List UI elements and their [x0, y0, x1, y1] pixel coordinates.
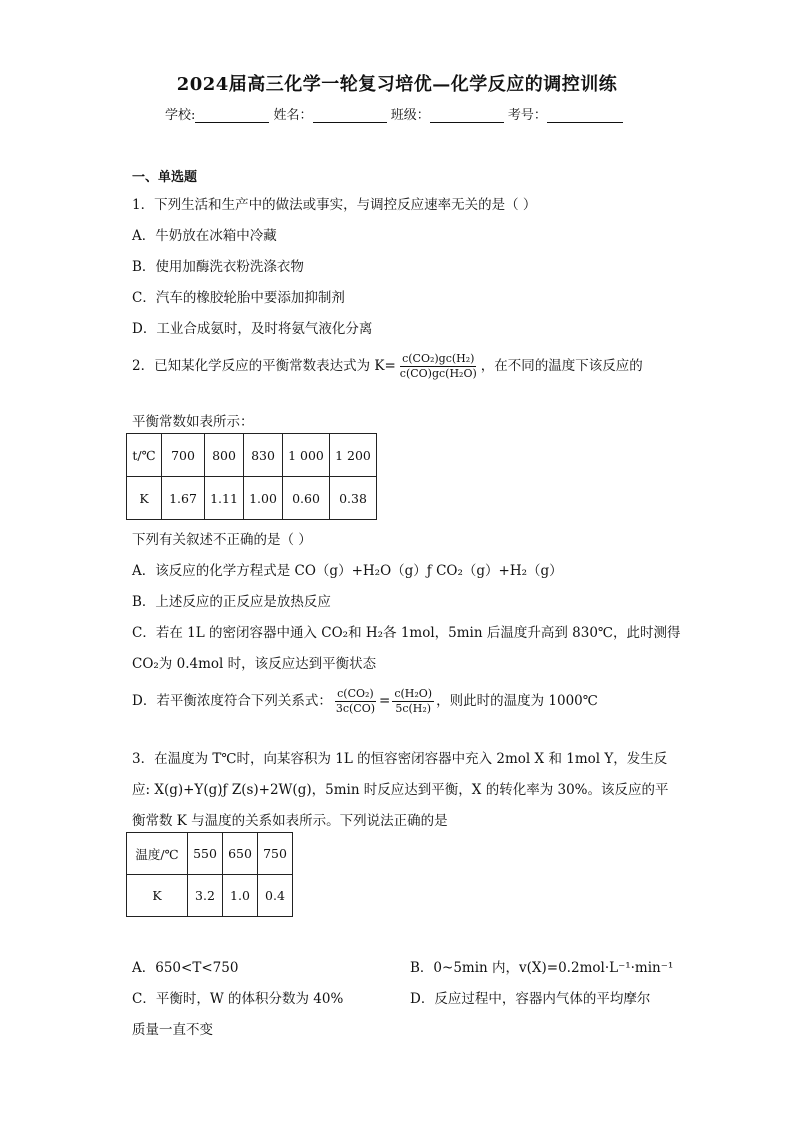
student-info-line: [165, 104, 623, 123]
q2-d-post: ，则此时的温度为 1000℃: [436, 693, 598, 709]
section-heading: 一、单选题: [132, 170, 198, 185]
class-label: 班级：: [390, 108, 430, 123]
table-cell: 0.38: [330, 477, 377, 520]
q2-ask: 下列有关叙述不正确的是（ ）: [132, 532, 312, 548]
d-fraction-1-den: 3c(CO): [335, 702, 376, 715]
q2-option-c-line1: C．若在 1L 的密闭容器中通入 CO₂和 H₂各 1mol，5min 后温度升高到 830℃，此时测得: [132, 625, 681, 641]
table-cell: 800: [205, 434, 244, 477]
name-label: 姓名：: [273, 108, 313, 123]
table-cell: K: [127, 477, 162, 520]
table-cell: 830: [244, 434, 283, 477]
q1-option-b: B．使用加酶洗衣粉洗涤衣物: [132, 259, 304, 275]
q3-option-c: C．平衡时，W 的体积分数为 40%: [132, 991, 344, 1007]
q3-stem-line3: 衡常数 K 与温度的关系如表所示。下列说法正确的是: [132, 813, 448, 829]
table-row: [127, 833, 293, 875]
table-cell: 3.2: [188, 875, 223, 917]
class-blank[interactable]: [430, 108, 504, 123]
q2-option-b: B．上述反应的正反应是放热反应: [132, 594, 331, 610]
exam-no-blank[interactable]: [547, 108, 623, 123]
table-cell: 1 000: [283, 434, 330, 477]
q3-option-d-line2: 质量一直不变: [132, 1022, 213, 1038]
k-numerator: c(CO₂)gc(H₂): [402, 352, 475, 365]
q3-option-a: A．650<T<750: [132, 960, 239, 976]
d-fraction-2: [392, 687, 434, 716]
q2-stem-post: ，在不同的温度下该反应的: [480, 358, 643, 374]
q2-option-a: A．该反应的化学方程式是 CO（g）+H₂O（g）ƒ CO₂（g）+H₂（g）: [132, 563, 563, 579]
table-cell: 1.11: [205, 477, 244, 520]
k-expression-fraction: [398, 352, 479, 381]
q3-option-d-line1: D．反应过程中，容器内气体的平均摩尔: [410, 991, 651, 1007]
q1-option-c: C．汽车的橡胶轮胎中要添加抑制剂: [132, 290, 345, 306]
k-denominator: c(CO)gc(H₂O): [399, 367, 477, 380]
table-row: [127, 875, 293, 917]
q2-k-table: [126, 433, 377, 520]
table-cell: 温度/℃: [127, 833, 188, 875]
table-cell: 0.60: [283, 477, 330, 520]
table-cell: 750: [258, 833, 293, 875]
q2-option-d: [132, 687, 598, 716]
table-cell: 1.67: [162, 477, 205, 520]
q2-stem-pre: 2．已知某化学反应的平衡常数表达式为 K=: [132, 358, 396, 374]
d-equals: =: [379, 693, 391, 709]
q1-option-a: A．牛奶放在冰箱中冷藏: [132, 228, 277, 244]
page-title: 2024届高三化学一轮复习培优—化学反应的调控训练: [176, 74, 618, 95]
q1-stem: 1．下列生活和生产中的做法或事实，与调控反应速率无关的是（ ）: [132, 197, 537, 213]
table-cell: 1.0: [223, 875, 258, 917]
table-cell: 550: [188, 833, 223, 875]
q3-option-b: B．0~5min 内，v(X)=0.2mol·L⁻¹·min⁻¹: [410, 960, 674, 976]
table-cell: 700: [162, 434, 205, 477]
q2-stem: [132, 352, 643, 381]
q2-option-c-line2: CO₂为 0.4mol 时，该反应达到平衡状态: [132, 656, 377, 672]
d-fraction-1-num: c(CO₂): [337, 687, 374, 700]
q3-stem-line1: 3．在温度为 T℃时，向某容积为 1L 的恒容密闭容器中充入 2mol X 和 1mol Y，发生反: [132, 751, 668, 767]
q3-k-table: [126, 832, 293, 917]
table-cell: t/℃: [127, 434, 162, 477]
d-fraction-1: [334, 687, 377, 716]
d-fraction-2-den: 5c(H₂): [395, 702, 432, 715]
school-blank[interactable]: [195, 108, 269, 123]
q2-stem-2: 平衡常数如表所示：: [132, 414, 254, 430]
table-row: [127, 477, 377, 520]
table-row: [127, 434, 377, 477]
exam-no-label: 考号：: [507, 108, 547, 123]
name-blank[interactable]: [313, 108, 387, 123]
q2-d-pre: D．若平衡浓度符合下列关系式：: [132, 693, 332, 709]
table-cell: 0.4: [258, 875, 293, 917]
table-cell: 1 200: [330, 434, 377, 477]
school-label: 学校:: [165, 108, 196, 123]
q1-option-d: D．工业合成氨时，及时将氨气液化分离: [132, 321, 373, 337]
table-cell: 1.00: [244, 477, 283, 520]
table-cell: K: [127, 875, 188, 917]
d-fraction-2-num: c(H₂O): [394, 687, 433, 700]
q3-stem-line2: 应: X(g)+Y(g)ƒ Z(s)+2W(g)，5min 时反应达到平衡，X 的转化率为 30%。该反应的平: [132, 782, 669, 798]
table-cell: 650: [223, 833, 258, 875]
